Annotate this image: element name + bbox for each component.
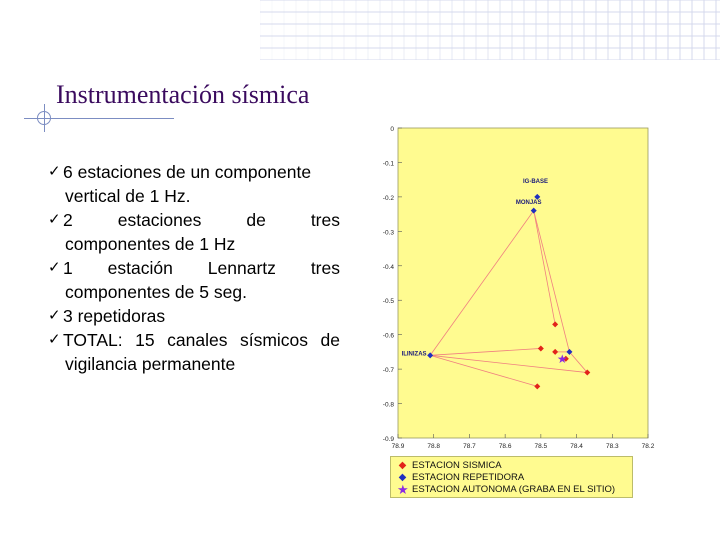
y-tick-label: -0.2 <box>382 194 394 202</box>
star-marker: ★ <box>556 351 568 366</box>
chart-svg <box>370 118 660 448</box>
diamond-icon: ◆ <box>398 472 407 483</box>
bullet-continuation: componentes de 1 Hz <box>65 234 236 254</box>
station-label: IG-BASE <box>523 179 549 186</box>
bullet-continuation: componentes de 5 seg. <box>65 282 247 302</box>
y-tick-label: -0.4 <box>382 263 394 271</box>
slide-title: Instrumentación sísmica <box>56 80 310 109</box>
x-tick-label: 78.3 <box>605 443 619 448</box>
legend-label: ESTACION SISMICA <box>412 460 502 471</box>
bullet-lead: 6 estaciones de un componente <box>63 162 312 182</box>
x-tick-label: 78.2 <box>641 443 655 448</box>
diamond-icon: ◆ <box>398 460 407 471</box>
bullet-lead: 3 repetidoras <box>63 306 166 326</box>
check-icon: ✓ <box>48 307 61 324</box>
check-icon: ✓ <box>48 331 61 348</box>
x-tick-label: 78.4 <box>570 443 583 448</box>
bullet-item <box>48 208 340 256</box>
bullet-continuation: vertical de 1 Hz. <box>65 186 191 206</box>
station-label: MONJAS <box>515 199 542 206</box>
legend-item <box>397 484 615 496</box>
bullet-lead: 1 estación Lennartz tres <box>63 258 340 278</box>
y-tick-label: -0.9 <box>382 436 394 443</box>
bullet-continuation: vigilancia permanente <box>65 354 236 374</box>
y-tick-label: -0.3 <box>382 229 394 237</box>
x-tick-label: 78.6 <box>498 443 512 448</box>
plot-area <box>398 128 648 438</box>
bullet-list <box>48 160 340 376</box>
chart-legend <box>390 456 633 498</box>
x-tick-label: 78.8 <box>427 443 441 448</box>
bullet-item <box>48 328 340 376</box>
y-tick-label: 0 <box>390 126 394 133</box>
legend-label: ESTACION REPETIDORA <box>412 472 525 483</box>
bullet-lead: TOTAL: 15 canales sísmicos de <box>63 330 340 350</box>
bullet-item <box>48 304 340 328</box>
x-tick-label: 78.7 <box>463 443 476 448</box>
check-icon: ✓ <box>48 163 61 180</box>
y-tick-label: -0.6 <box>382 332 394 340</box>
check-icon: ✓ <box>48 211 61 228</box>
bullet-lead: 2 estaciones de tres <box>63 210 340 230</box>
check-icon: ✓ <box>48 259 61 276</box>
y-tick-label: -0.1 <box>382 160 394 168</box>
bullet-item <box>48 256 340 304</box>
y-tick-label: -0.5 <box>382 298 394 306</box>
legend-item <box>397 472 524 484</box>
x-tick-label: 78.9 <box>391 443 405 448</box>
x-tick-label: 78.5 <box>534 443 548 448</box>
y-tick-label: -0.8 <box>382 401 394 409</box>
legend-label: ESTACION AUTONOMA (GRABA EN EL SITIO) <box>412 484 616 495</box>
station-label: ILINIZAS <box>401 351 427 358</box>
decorative-grid <box>260 0 720 60</box>
title-rule-circle <box>37 111 51 125</box>
star-icon: ★ <box>397 482 409 497</box>
station-map-chart <box>370 118 660 508</box>
legend-item <box>397 460 502 472</box>
y-tick-label: -0.7 <box>382 367 394 375</box>
bullet-item <box>48 160 340 208</box>
